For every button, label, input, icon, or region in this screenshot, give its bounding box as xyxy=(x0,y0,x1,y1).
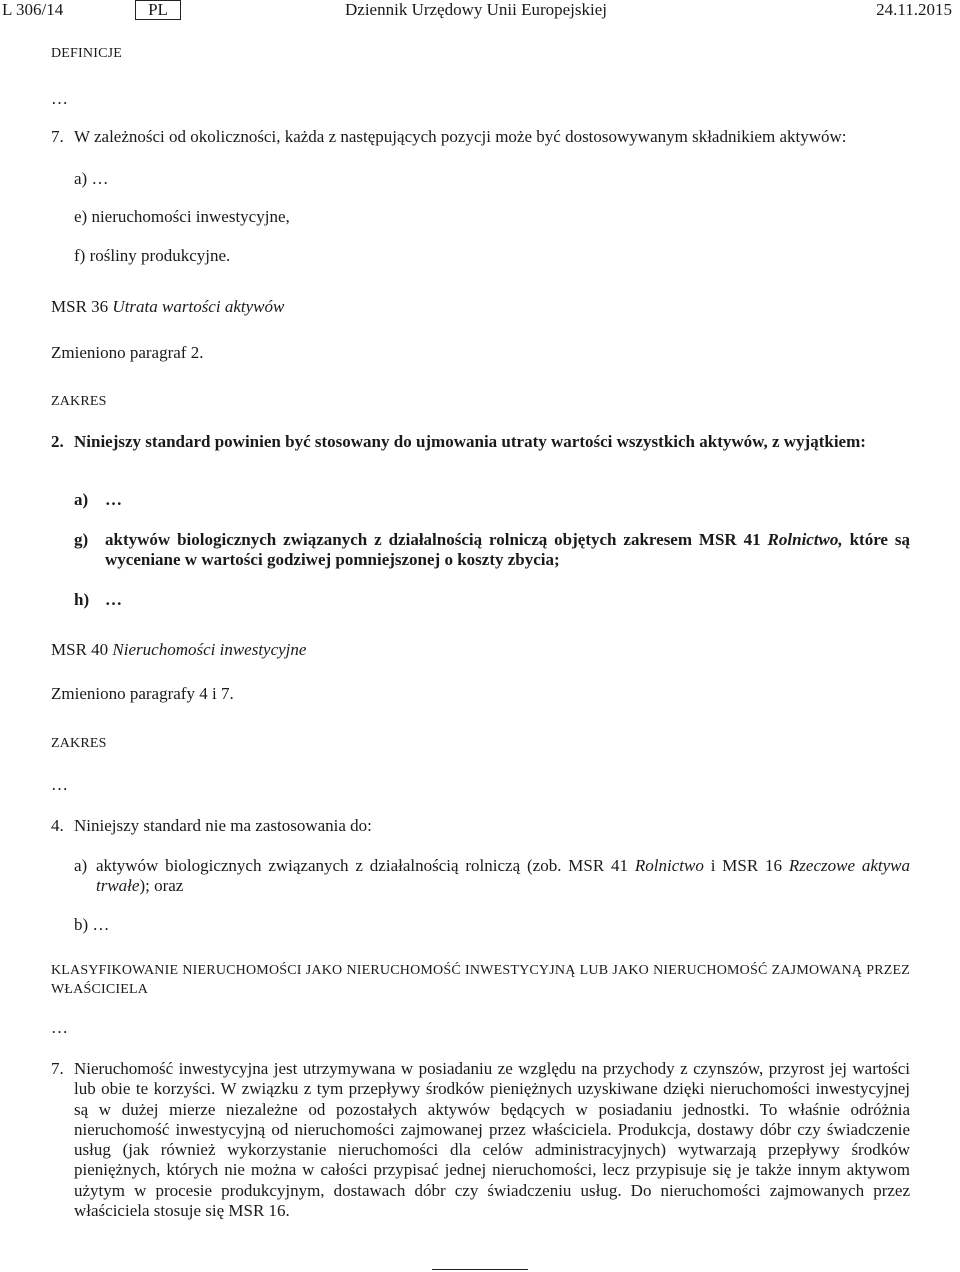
footer-rule xyxy=(432,1269,528,1270)
list-text-part: aktywów biologicznych związanych z działalnością rolniczą objętych zakresem MSR 41 xyxy=(105,530,768,549)
standard-name: Rolnictwo, xyxy=(767,530,843,549)
list-item: a) … xyxy=(74,169,109,188)
journal-title: Dziennik Urzędowy Unii Europejskiej xyxy=(345,0,608,19)
list-label: g) xyxy=(74,530,89,549)
list-text xyxy=(105,530,910,571)
ellipsis: … xyxy=(51,775,68,794)
section-heading-scope: ZAKRES xyxy=(51,736,107,751)
paragraph-text: Niniejszy standard powinien być stosowany do ujmowania utraty wartości wszystkich aktywów, z wyjątkiem: xyxy=(74,432,866,451)
list-text-part: które są wyceniane w wartości godziwej pomniejszonej o koszty zbycia; xyxy=(105,530,911,570)
publication-date: 24.11.2015 xyxy=(876,0,952,19)
standard-name: Nieruchomości inwestycyjne xyxy=(112,640,307,659)
page-reference: L 306/14 xyxy=(2,0,64,19)
list-text-part: aktywów biologicznych związanych z działalnością rolniczą (zob. MSR 41 xyxy=(96,856,635,875)
paragraph-number: 7. xyxy=(51,127,64,146)
amendment-note: Zmieniono paragrafy 4 i 7. xyxy=(51,684,234,703)
standard-name: Rzeczowe aktywa trwałe xyxy=(96,856,911,896)
list-text-part: i MSR 16 xyxy=(703,856,789,875)
list-item: e) nieruchomości inwestycyjne, xyxy=(74,207,290,226)
standard-number: MSR 36 xyxy=(51,297,113,316)
page-header xyxy=(0,0,960,24)
amendment-note: Zmieniono paragraf 2. xyxy=(51,343,204,362)
list-item: b) … xyxy=(74,915,110,934)
standard-number: MSR 40 xyxy=(51,640,113,659)
section-heading-scope: ZAKRES xyxy=(51,394,107,409)
standard-title xyxy=(51,297,284,317)
ellipsis: … xyxy=(51,89,68,108)
list-label: h) xyxy=(74,590,90,609)
standard-name: Utrata wartości aktywów xyxy=(112,297,285,316)
list-label: a) xyxy=(74,490,89,509)
list-text: … xyxy=(105,490,122,509)
paragraph-text: W zależności od okoliczności, każda z następujących pozycji może być dostosowywanym składnikiem aktywów: xyxy=(74,127,847,146)
ellipsis: … xyxy=(51,1018,68,1037)
paragraph-text: Niniejszy standard nie ma zastosowania do: xyxy=(74,816,372,835)
standard-title xyxy=(51,640,306,660)
language-badge: PL xyxy=(135,0,181,20)
section-heading-classification: KLASYFIKOWANIE NIERUCHOMOŚCI JAKO NIERUCHOMOŚĆ INWESTYCYJNĄ LUB JAKO NIERUCHOMOŚĆ ZAJMOWANĄ PRZEZ WŁAŚCICIELA xyxy=(51,963,910,997)
list-item: f) rośliny produkcyjne. xyxy=(74,246,231,265)
list-text xyxy=(96,856,910,897)
paragraph-number: 2. xyxy=(51,432,64,451)
standard-name: Rolnictwo xyxy=(634,856,704,875)
list-text: … xyxy=(105,590,122,609)
list-label: a) xyxy=(74,856,88,875)
paragraph-number: 4. xyxy=(51,816,64,835)
list-text-part: ); oraz xyxy=(139,876,184,896)
paragraph-number: 7. xyxy=(51,1059,64,1078)
section-heading-definitions: DEFINICJE xyxy=(51,46,123,61)
paragraph-text: Nieruchomość inwestycyjna jest utrzymywana w posiadaniu ze względu na przychody z czynszów, przyrost jej wartości lub obie te korzyści. W związku z tym przepływy środków pieniężnych uzyskiwane dzięki nieruchomości inwestycyjnej są w dużej mierze niezależne od pozostałych aktywów będących w posiadaniu jednostki. To właśnie odróżnia nieruchomość inwestycyjną od nieruchomości zajmowanej przez właściciela. Produkcja, dostawy dóbr czy świadczenie usług (jak również wykorzystanie nieruchomości dla celów administracyjnych) wytwarzają przepływy środków pieniężnych, których nie można w całości przypisać jednej nieruchomości, lecz przypisuje się je także innym aktywom użytym w procesie produkcyjnym, dostawach dóbr czy świadczeniu usług. Do nieruchomości zajmowanych przez właściciela stosuje się MSR 16. xyxy=(74,1059,910,1221)
